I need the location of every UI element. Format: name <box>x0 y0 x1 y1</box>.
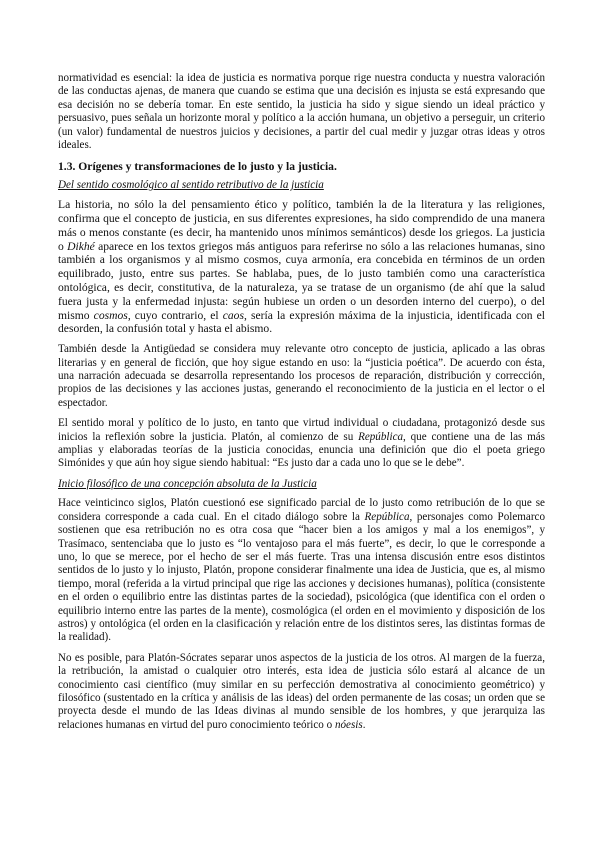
paragraph-plato-socrates: No es posible, para Platón-Sócrates separar unos aspectos de la justicia de los otros. Al margen de la fuerza, la retribución, la amistad o cualquier otro interés, esta idea de justicia sólo estará al alcance de un conocimiento casi científico (muy similar en su perfección demostrativa al conocimiento geométrico) y filosófico (sustentado en la crítica y análisis de las ideas) del orden permanente de las cosas; un orden que se proyecta desde el mundo de las Ideas divinas al mundo sensible de los hombres, y que jerarquiza las relaciones humanas en virtud del puro conocimiento teórico o nóesis. <box>58 651 545 731</box>
paragraph-plato: Hace veinticinco siglos, Platón cuestionó ese significado parcial de lo justo como retribución de lo que se considera corresponde a cada cual. En el citado diálogo sobre la República, personajes como Polemarco sostienen que esa retribución no es otra cosa que “hacer bien a los amigos y mal a los enemigos”, y Trasímaco, sentenciaba que lo justo es “lo ventajoso para el más fuerte”, es decir, lo que le corresponde a uno, lo que se merece, por el hecho de ser el más fuerte. Tras una intensa discusión entre esos distintos sentidos de lo justo y lo injusto, Platón, propone considerar finalmente una idea de Justicia, que es, al mismo tiempo, moral (referida a la virtud principal que rige las acciones y decisiones humanas), política (consistente en el orden o equilibrio entre las distintas partes de la sociedad), psicológica (que identifica con el orden o equilibrio interno entre las partes de la mente), cosmológica (el orden en el movimiento y disposición de los astros) y ontológica (el orden en la clasificación y relación entre de los distintos seres, las distintas formas de la realidad). <box>58 497 545 644</box>
paragraph-history: La historia, no sólo la del pensamiento ético y político, también la de la literatura y las religiones, confirma que el concepto de justicia, en sus diferentes expresiones, ha sido comprendido de una manera más o menos constante (es decir, ha mantenido unos mínimos semánticos) desde los griegos. La justicia o Dikhé aparece en los textos griegos más antiguos para referirse no sólo a las relaciones humanas, sino también a los organismos y al mismo cosmos, cuya armonía, era concebida en términos de un orden equilibrado, justo, entre sus partes. Se hablaba, pues, de lo justo también como una característica ontológica, es decir, constitutiva, de la naturaleza, ya se tratase de un organismo (de ahí que la salud fuera justa y la enfermedad injusta: según hubiese un orden o un desorden interno del cuerpo), o del mismo cosmos, cuyo contrario, el caos, sería la expresión máxima de la injusticia, identificada con el desorden, la confusión total y hasta el abismo. <box>58 198 546 336</box>
intro-paragraph: normatividad es esencial: la idea de justicia es normativa porque rige nuestra conducta y nuestra valoración de las conductas ajenas, de manera que cuando se estima que una decisión es injusta se está expresando que esa decisión no se debería tomar. En este sentido, la justicia ha sido y sigue siendo un ideal práctico y persuasivo, pues señala un horizonte moral y político a la acción humana, un objetivo a perseguir, un criterio (un valor) fundamental de nuestros juicios y decisiones, a partir del cual medir y juzgar otras ideas y otros ideales. <box>58 72 545 152</box>
subheading-cosmological: Del sentido cosmológico al sentido retributivo de la justicia <box>58 178 324 191</box>
paragraph-poetic-justice: También desde la Antigüedad se considera muy relevante otro concepto de justicia, aplicado a las obras literarias y en general de ficción, que hoy sigue estando en uso: la “justicia poética”. De acuerdo con ésta, una narración adecuada se desarrolla representando los procesos de reparación, distribución y corrección, propios de las decisiones y las acciones justas, generando el reconocimiento de la justicia en el lector o el espectador. <box>58 343 545 409</box>
section-heading: 1.3. Orígenes y transformaciones de lo justo y la justicia. <box>58 160 337 174</box>
subheading-absolute-justice: Inicio filosófico de una concepción absoluta de la Justicia <box>58 477 317 490</box>
paragraph-dikhe: La justicia o Dikhé aparece en los textos griegos más antiguos para referirse no sólo a las relaciones humanas, sino también a los organismos y al mismo cosmos, cuya armonía, era concebida en términos de un orden equilibrado, justo, entre sus partes. Se hablaba, pues, de lo justo también como una característica ontológica, es decir, constitutiva, de la naturaleza, ya se tratase de un organismo (de ahí que la salud fuera justa y la enfermedad injusta: según hubiese un orden o un desorden interno del cuerpo), o del mismo cosmos, cuyo contrario, el caos, sería la expresión máxima de la injusticia, identificada con el desorden, la confusión total y hasta el abismo. <box>58 225 546 336</box>
document-body <box>58 72 545 739</box>
paragraph-moral-political: El sentido moral y político de lo justo, en tanto que virtud individual o ciudadana, protagonizó desde sus inicios la reflexión sobre la justicia. Platón, al comienzo de su República, que contiene una de las más amplias y elaboradas teorías de la justicia conocidas, enuncia una definición que dio el poeta griego Simónides y que aún hoy sigue siendo habitual: “Es justo dar a cada uno lo que se le debe”. <box>58 417 545 470</box>
